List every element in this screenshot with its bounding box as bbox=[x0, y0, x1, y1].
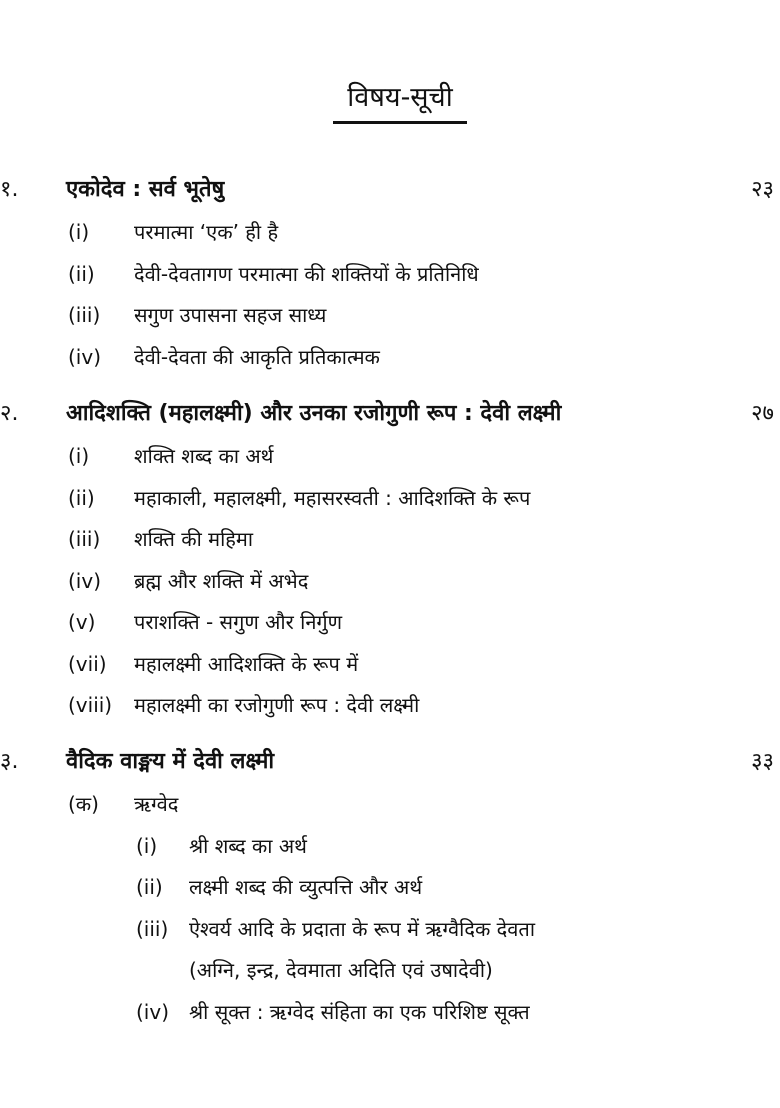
chapter-title: एकोदेव : सर्व भूतेषु bbox=[66, 177, 225, 202]
item-text: महालक्ष्मी का रजोगुणी रूप : देवी लक्ष्मी bbox=[134, 693, 420, 717]
list-item bbox=[0, 436, 780, 478]
item-text: (अग्नि, इन्द्र, देवमाता अदिति एवं उषादेवी) bbox=[189, 958, 493, 982]
list-item bbox=[0, 685, 780, 727]
chapter-title: वैदिक वाङ्मय में देवी लक्ष्मी bbox=[66, 749, 275, 774]
item-text: ऐश्वर्य आदि के प्रदाता के रूप में ऋग्वैदिक देवता bbox=[189, 916, 535, 941]
title-underline bbox=[333, 121, 467, 124]
item-number: (iii) bbox=[136, 916, 169, 941]
item-number: (क) bbox=[68, 792, 99, 816]
chapter-item-list bbox=[0, 784, 780, 1033]
list-item bbox=[0, 254, 780, 296]
list-item-continuation bbox=[0, 950, 780, 992]
item-number: (viii) bbox=[68, 693, 113, 717]
chapter-page-number: २७ bbox=[751, 401, 774, 426]
item-number: (i) bbox=[136, 833, 158, 858]
list-item bbox=[0, 992, 780, 1034]
list-item bbox=[0, 212, 780, 254]
chapter-page-number: ३३ bbox=[751, 749, 774, 774]
chapter-number: २. bbox=[0, 401, 19, 426]
chapter-title: आदिशक्ति (महालक्ष्मी) और उनका रजोगुणी रूप : देवी लक्ष्मी bbox=[66, 401, 562, 426]
item-number: (ii) bbox=[68, 485, 95, 510]
list-item bbox=[0, 602, 780, 644]
list-item bbox=[0, 867, 780, 909]
item-text: देवी-देवता की आकृति प्रतिकात्मक bbox=[134, 344, 380, 369]
list-item bbox=[0, 478, 780, 520]
item-number: (iv) bbox=[68, 344, 101, 369]
list-item bbox=[0, 909, 780, 951]
item-number: (iii) bbox=[68, 303, 101, 327]
item-number: (vii) bbox=[68, 651, 107, 676]
item-number: (i) bbox=[68, 220, 90, 244]
item-text: शक्ति की महिमा bbox=[134, 527, 254, 551]
item-text: शक्ति शब्द का अर्थ bbox=[134, 444, 274, 468]
item-text: ब्रह्म और शक्ति में अभेद bbox=[134, 568, 309, 593]
list-item bbox=[0, 644, 780, 686]
chapter-number: ३. bbox=[0, 749, 19, 774]
item-text: महालक्ष्मी आदिशक्ति के रूप में bbox=[134, 651, 359, 676]
page-title: विषय-सूची bbox=[347, 82, 453, 113]
item-text: ऋग्वेद bbox=[134, 792, 179, 816]
list-item bbox=[0, 337, 780, 379]
item-number: (iii) bbox=[68, 527, 101, 551]
item-text: पराशक्ति - सगुण और निर्गुण bbox=[134, 610, 343, 634]
chapter-item-list bbox=[0, 436, 780, 727]
item-text: सगुण उपासना सहज साध्य bbox=[134, 303, 327, 327]
chapter-number: १. bbox=[0, 177, 19, 202]
list-item bbox=[0, 784, 780, 826]
item-text: महाकाली, महालक्ष्मी, महासरस्वती : आदिशक्ति के रूप bbox=[134, 485, 531, 510]
chapter-page-number: २३ bbox=[751, 177, 774, 202]
item-number: (i) bbox=[68, 444, 90, 468]
list-item bbox=[0, 295, 780, 337]
item-text: लक्ष्मी शब्द की व्युत्पत्ति और अर्थ bbox=[189, 875, 423, 899]
list-item bbox=[0, 519, 780, 561]
item-number: (ii) bbox=[136, 875, 163, 899]
item-text: देवी-देवतागण परमात्मा की शक्तियों के प्रतिनिधि bbox=[134, 261, 479, 286]
item-text: श्री शब्द का अर्थ bbox=[189, 833, 307, 858]
list-item bbox=[0, 826, 780, 868]
item-number: (ii) bbox=[68, 261, 95, 286]
item-number: (iv) bbox=[136, 999, 169, 1024]
list-item bbox=[0, 561, 780, 603]
chapter-item-list bbox=[0, 212, 780, 378]
item-number: (v) bbox=[68, 610, 96, 634]
item-text: श्री सूक्त : ऋग्वेद संहिता का एक परिशिष्ट सूक्त bbox=[189, 999, 530, 1024]
item-text: परमात्मा ‘एक’ ही है bbox=[134, 220, 279, 244]
item-number: (iv) bbox=[68, 568, 101, 593]
